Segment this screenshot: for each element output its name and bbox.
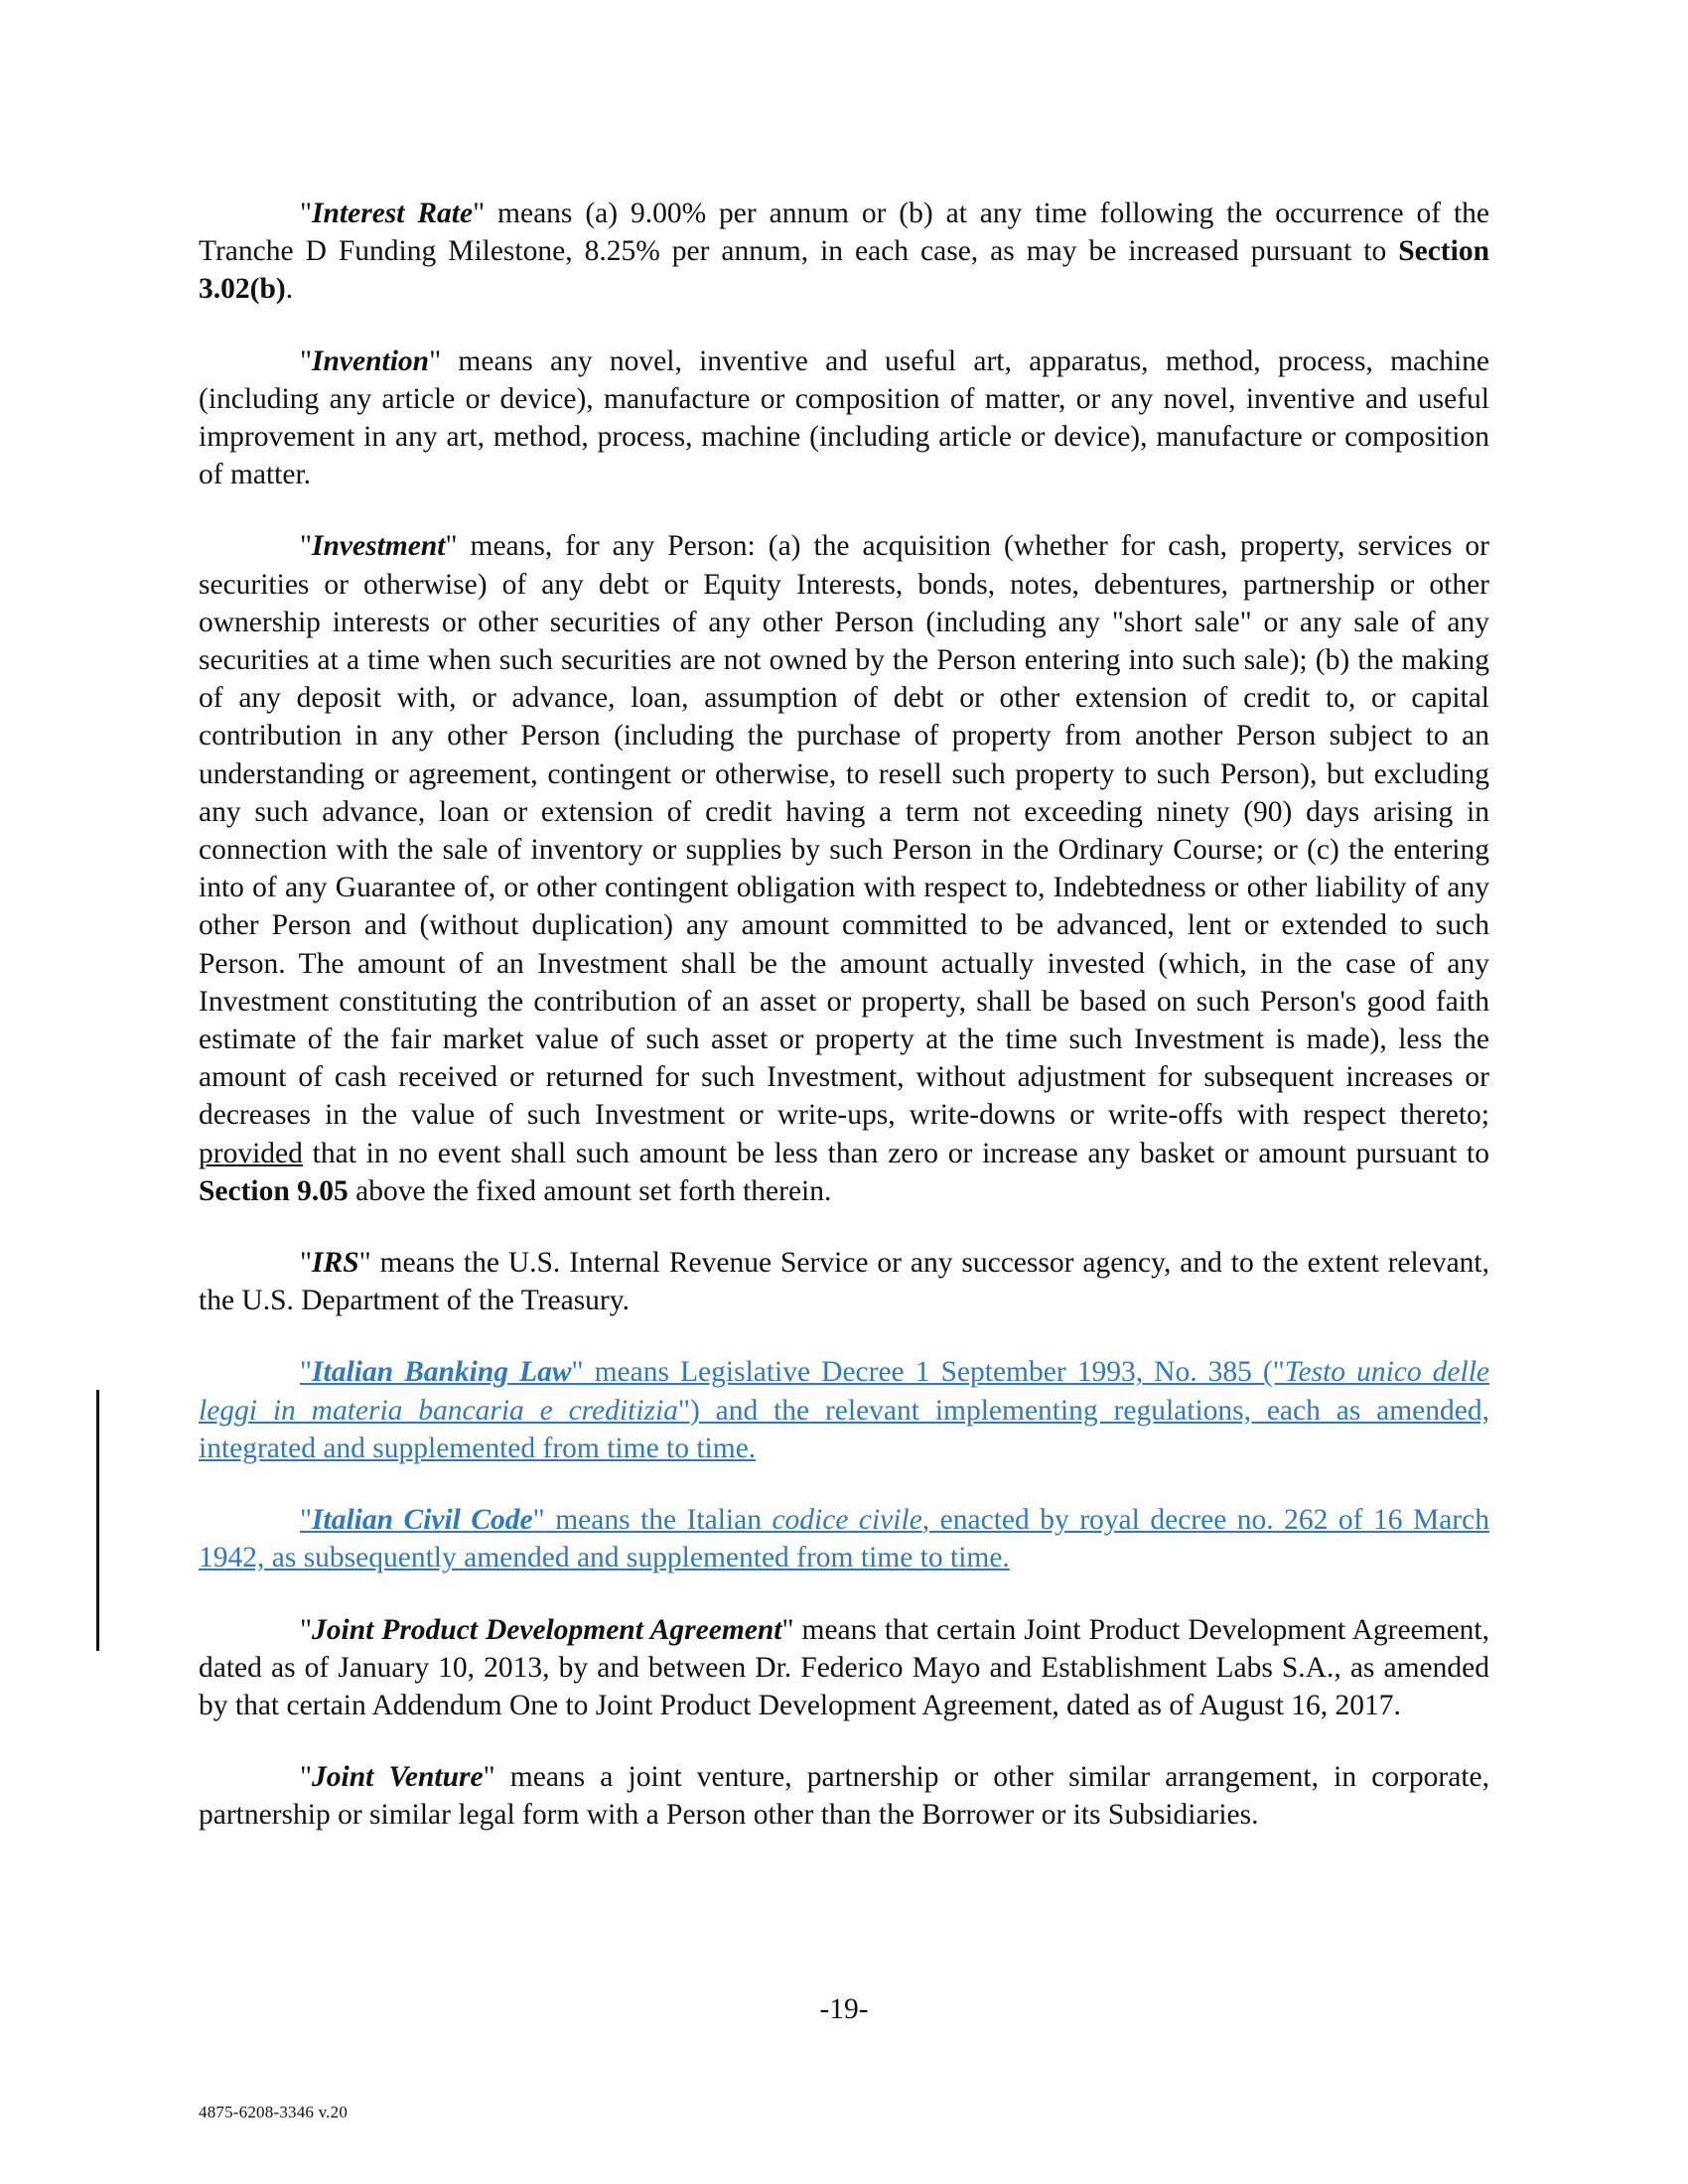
section-reference: Section 3.02(b) bbox=[199, 235, 1489, 306]
defined-term: Joint Venture bbox=[312, 1761, 484, 1794]
defined-term: IRS bbox=[312, 1247, 359, 1280]
definition-joint-product-development-agreement: "Joint Product Development Agreement" means that certain Joint Product Development Agreement, dated as of January 10, 2013, by and between Dr. Federico Mayo and Establishment Labs S.A., as amended by that certain Addendum One to Joint Product Development Agreement, dated as of August 16, 2017. bbox=[199, 1613, 1489, 1721]
definition-italian-banking-law: "Italian Banking Law" means Legislative Decree 1 September 1993, No. 385 ("Testo unico delle leggi in materia bancaria e creditizia") and the relevant implementing regulations, each as amended, integrated and supplemented from time to time. bbox=[199, 1356, 1489, 1464]
italian-title: Testo unico delle leggi in materia bancaria e creditizia bbox=[199, 1356, 1489, 1427]
definition-investment: "Investment" means, for any Person: (a) the acquisition (whether for cash, property, services or securities or otherwise) of any debt or Equity Interests, bonds, notes, debentures, partnership or other ownership interests or other securities of any other Person (including any "short sale" or any sale of any securities at a time when such securities are not owned by the Person entering into such sale); (b) the making of any deposit with, or advance, loan, assumption of debt or other extension of credit to, or capital contribution in any other Person (including the purchase of property from another Person subject to an understanding or agreement, contingent or otherwise, to resell such property to such Person), but excluding any such advance, loan or extension of credit having a term not exceeding ninety (90) days arising in connection with the sale of inventory or supplies by such Person in the Ordinary Course; or (c) the entering into of any Guarantee of, or other contingent obligation with respect to, Indebtedness or other liability of any other Person and (without duplication) any amount committed to be advanced, lent or extended to such Person. The amount of an Investment shall be the amount actually invested (which, in the case of any Investment constituting the contribution of an asset or property, shall be based on such Person's good faith estimate of the fair market value of such asset or property at the time such Investment is made), less the amount of cash received or returned for such Investment, without adjustment for subsequent increases or decreases in the value of such Investment or write-ups, write-downs or write-offs with respect thereto; provided that in no event shall such amount be less than zero or increase any basket or amount pursuant to Section 9.05 above the fixed amount set forth therein. bbox=[199, 530, 1489, 1207]
revision-change-bar bbox=[96, 1390, 99, 1651]
defined-term: Investment bbox=[312, 530, 446, 563]
defined-term: Joint Product Development Agreement bbox=[312, 1613, 782, 1646]
defined-term: Interest Rate bbox=[312, 198, 474, 229]
underlined-provided: provided bbox=[199, 1137, 303, 1169]
definition-invention: "Invention" means any novel, inventive and useful art, apparatus, method, process, machine (including any article or device), manufacture or composition of matter, or any novel, inventive and useful improvement in any art, method, process, machine (including article or device), manufacture or composition of matter. bbox=[199, 344, 1489, 491]
definition-joint-venture: "Joint Venture" means a joint venture, partnership or other similar arrangement, in corporate, partnership or similar legal form with a Person other than the Borrower or its Subsidiaries. bbox=[199, 1761, 1490, 1832]
definition-italian-civil-code: "Italian Civil Code" means the Italian codice civile, enacted by royal decree no. 262 of 16 March 1942, as subsequently amended and supplemented from time to time. bbox=[199, 1504, 1489, 1574]
page-number: -19- bbox=[819, 1993, 869, 2025]
document-id: 4875-6208-3346 v.20 bbox=[199, 2103, 349, 2121]
italian-title: codice civile bbox=[772, 1504, 922, 1537]
defined-term: Italian Banking Law bbox=[312, 1356, 572, 1389]
section-reference: Section 9.05 bbox=[199, 1174, 349, 1207]
defined-term: Invention bbox=[312, 344, 430, 377]
definition-irs: "IRS" means the U.S. Internal Revenue Service or any successor agency, and to the extent relevant, the U.S. Department of the Treasury. bbox=[199, 1247, 1489, 1317]
defined-term: Italian Civil Code bbox=[312, 1504, 533, 1537]
definitions-section bbox=[199, 195, 1489, 1868]
definition-interest-rate: "Interest Rate" means (a) 9.00% per annum or (b) at any time following the occurrence of the Tranche D Funding Milestone, 8.25% per annum, in each case, as may be increased pursuant to Section 3.02(b). bbox=[199, 198, 1489, 306]
